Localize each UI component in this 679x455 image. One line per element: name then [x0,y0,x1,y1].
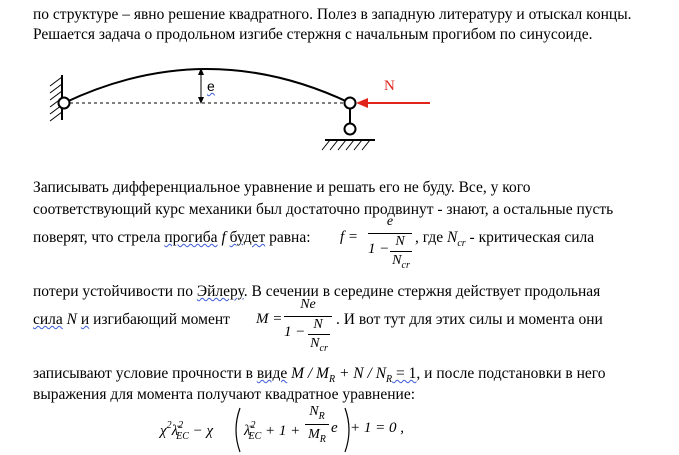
text-line: по структуре – явно решение квадратного. Полез в западную литературу и отыскал концы. [33,6,632,23]
right-hinge [345,98,356,109]
frac-f-one: 1 − [368,241,390,257]
text-line: записывают условие прочности в виде $M / M_R + N / N_R = 1$, и после подстановки в него [33,365,606,385]
text-line: Записывать дифференциальное уравнение и решать его не буду. Все, у кого [33,179,531,196]
equation-left: $\chi^2\lambdā^2_{EC} - \chi$ [160,420,214,442]
frac-m-num: Ne [300,297,316,312]
frac-f-inner-bar [390,251,412,252]
formula-f-lhs: f = [340,229,359,245]
text-line: , где $N_{cr}$ - критическая сила [415,229,595,249]
equation-inner: λ̄$^2_{EC}$ + 1 + [244,420,301,442]
eq-frac-den: $M_R$ [308,427,326,445]
eq-frac-bar [305,424,329,425]
frac-f-inner-num: N [395,234,405,249]
eq-e: e [331,420,338,436]
label-e: e [207,78,215,94]
text-line: сила N и изгибающий момент [33,311,230,328]
text-line: потери устойчивости по Эйлеру. В сечении в середине стержня действует продольная [33,283,601,300]
frac-f-num: e [386,214,394,229]
frac-m-inner-num: N [313,317,323,332]
text-line: соответствующий курс механики был достаточно продвинут - знают, а остальные пусть [33,201,614,218]
beam-diagram [0,0,679,160]
frac-m-one: 1 − [284,324,306,340]
eq-frac-num: $N_R$ [309,404,325,422]
force-arrowhead [356,98,368,108]
text-line: поверят, что стрела прогиба f будет равна: [33,229,311,246]
roller [345,124,356,135]
ground-hatch [322,140,370,150]
frac-m-inner-den: $N_{cr}$ [310,336,328,354]
frac-f-inner-den: $N_{cr}$ [392,253,410,271]
text-line: выражения для момента получают квадратное уравнение: [33,386,416,403]
text-line: . И вот тут для этих силы и момента они [336,311,603,328]
equation-right: + 1 = 0 , [350,420,404,436]
formula-m-lhs: M = [256,311,283,327]
label-force-n: N [384,78,395,94]
text-line: Решается задача о продольном изгибе стержня с начальным прогибом по синусоиде. [33,26,593,43]
left-hinge [59,98,70,109]
frac-m-inner-bar [308,334,330,335]
